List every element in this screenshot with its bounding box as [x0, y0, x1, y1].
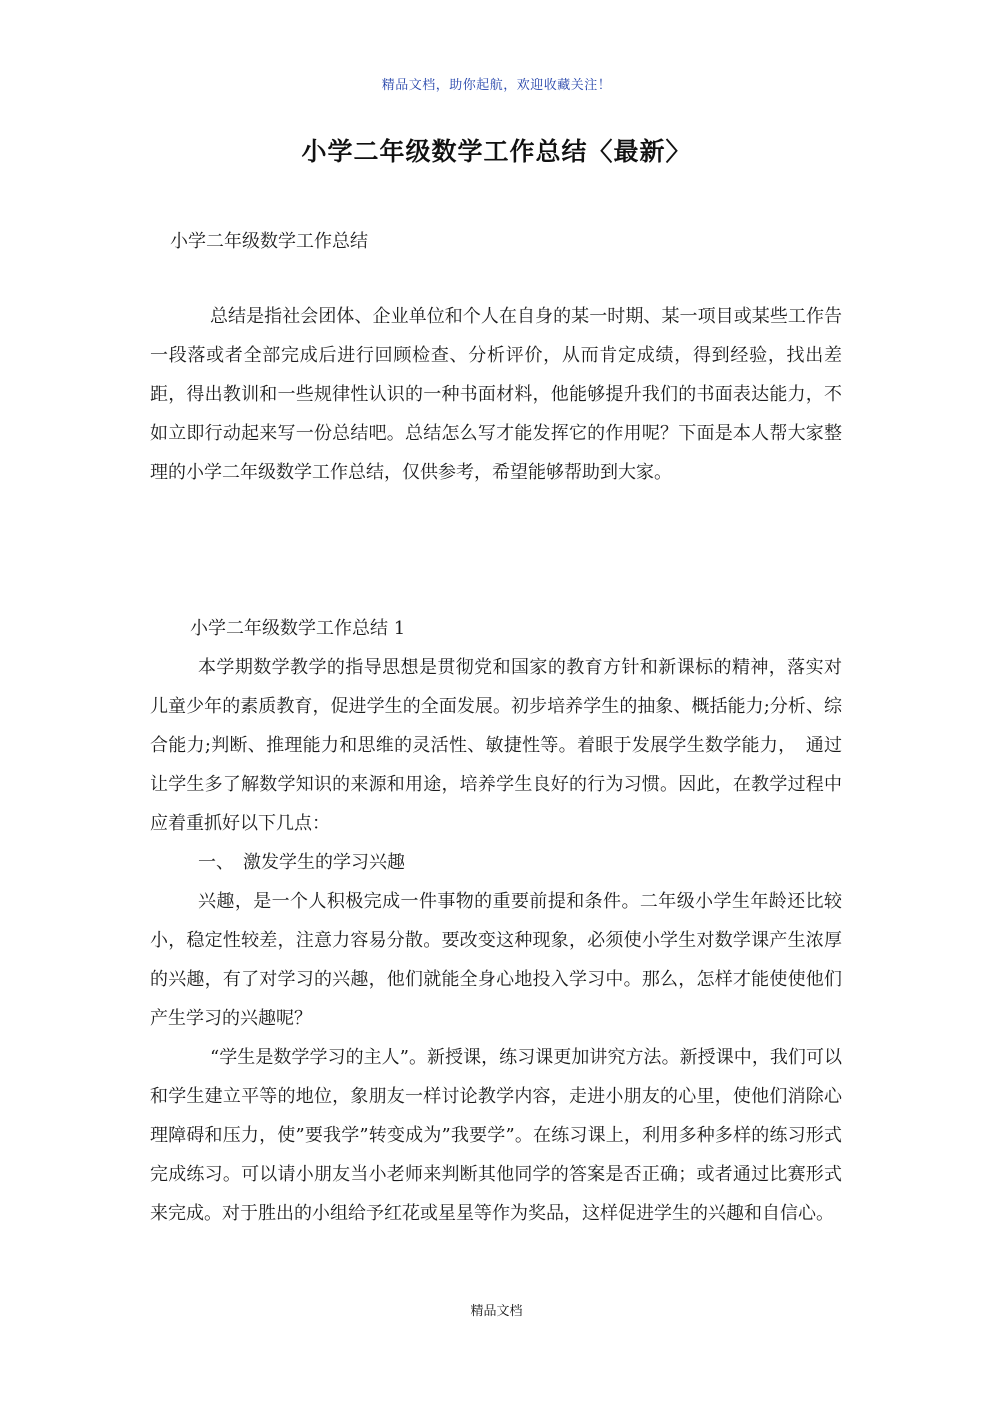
section-paragraph-1: 本学期数学教学的指导思想是贯彻党和国家的教育方针和新课标的精神，落实对儿童少年的素质教育，促进学生的全面发展。初步培养学生的抽象、概括能力;分析、综合能力;判断、推理能力和思维的灵活性、敏捷性等。着眼于发展学生数学能力， 通过让学生多了解数学知识的来源和用途，培养学生良好的行为习惯。因此，在教学过程中应着重抓好以下几点： — [150, 657, 842, 834]
page-footer: 精品文档 — [470, 1304, 523, 1319]
section-1 — [150, 609, 842, 1233]
intro-block — [150, 297, 842, 492]
intro-paragraph: 总结是指社会团体、企业单位和个人在自身的某一时期、某一项目或某些工作告一段落或者全部完成后进行回顾检查、分析评价，从而肯定成绩，得到经验，找出差距，得出教训和一些规律性认识的一种书面材料，他能够提升我们的书面表达能力，不如立即行动起来写一份总结吧。总结怎么写才能发挥它的作用呢？下面是本人帮大家整理的小学二年级数学工作总结，仅供参考，希望能够帮助到大家。 — [150, 306, 842, 483]
section-title: 小学二年级数学工作总结 1 — [190, 618, 406, 639]
document-subtitle: 小学二年级数学工作总结 — [170, 231, 368, 252]
section-paragraph-2: 兴趣，是一个人积极完成一件事物的重要前提和条件。二年级小学生年龄还比较小，稳定性较差，注意力容易分散。要改变这种现象，必须使小学生对数学课产生浓厚的兴趣，有了对学习的兴趣，他们就能全身心地投入学习中。那么，怎样才能使使他们产生学习的兴趣呢？ — [150, 891, 842, 1029]
document-title: 小学二年级数学工作总结〈最新〉 — [301, 137, 692, 166]
page-header: 精品文档，助你起航，欢迎收藏关注！ — [381, 78, 612, 93]
section-heading-1: 一、 激发学生的学习兴趣 — [198, 852, 405, 873]
section-paragraph-3: “学生是数学学习的主人”。新授课，练习课更加讲究方法。新授课中，我们可以和学生建立平等的地位，象朋友一样讨论教学内容，走进小朋友的心里，使他们消除心理障碍和压力，使”要我学”转变成为”我要学”。在练习课上，利用多种多样的练习形式完成练习。可以请小朋友当小老师来判断其他同学的答案是否正确；或者通过比赛形式来完成。对于胜出的小组给予红花或星星等作为奖品，这样促进学生的兴趣和自信心。 — [150, 1047, 842, 1224]
